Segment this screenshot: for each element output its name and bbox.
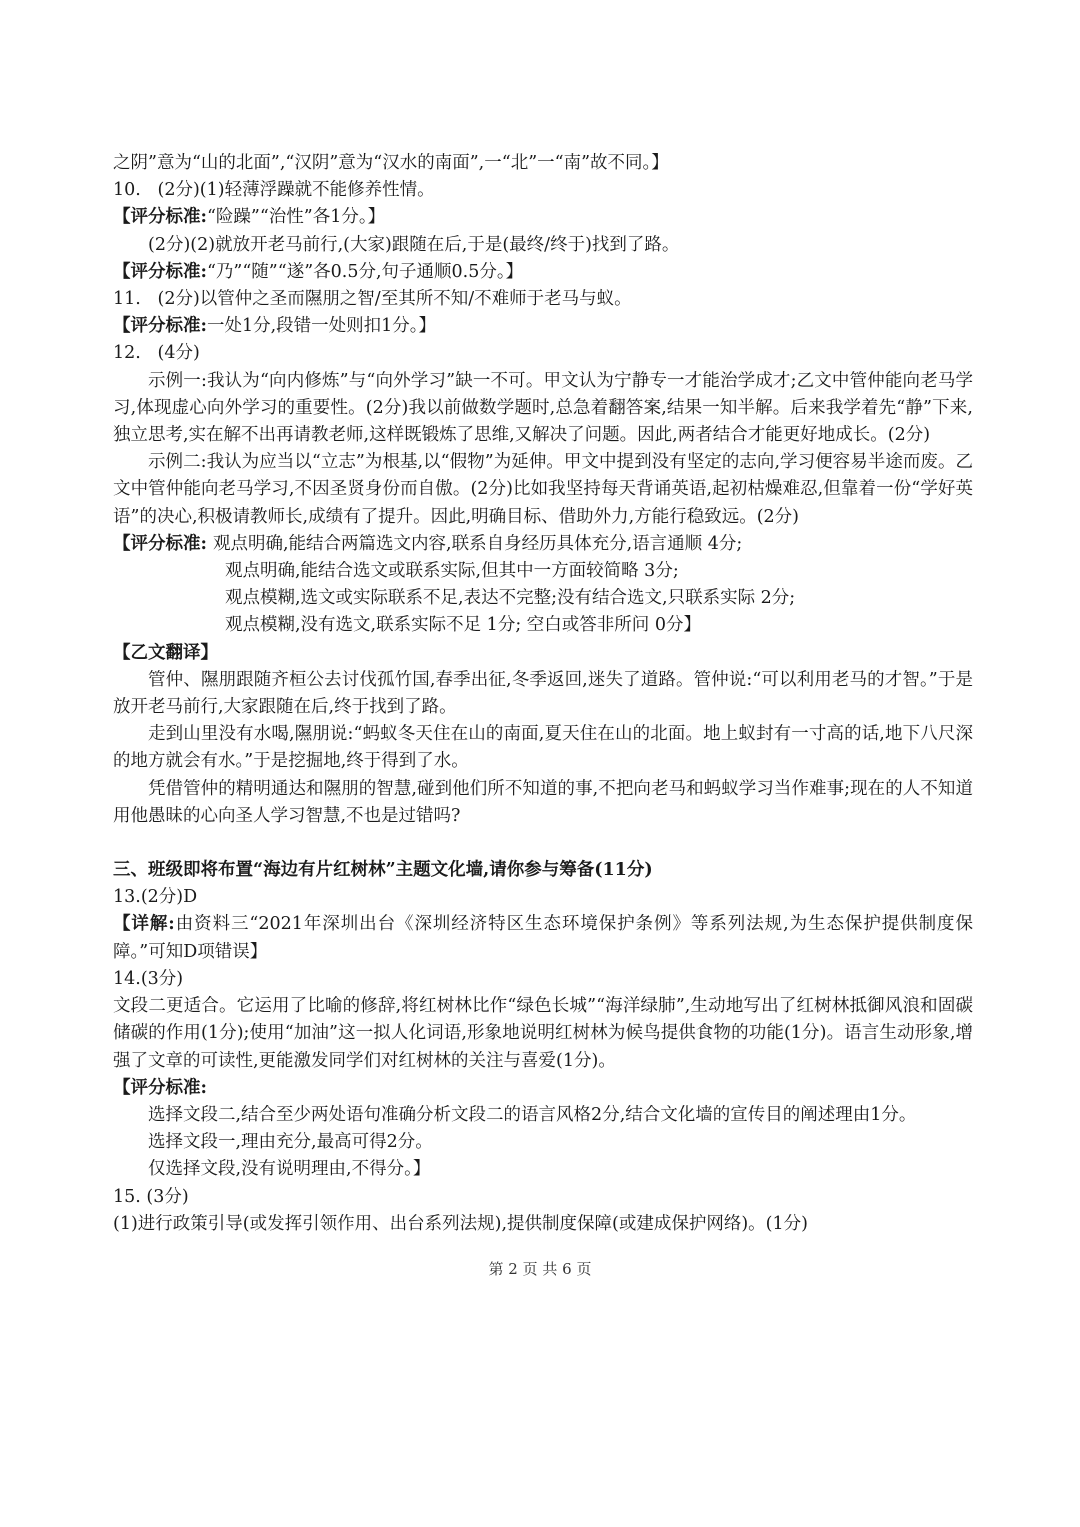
section-three-title: 三、班级即将布置“海边有片红树林”主题文化墙,请你参与筹备(11分) (113, 860, 653, 881)
scoring-label: 【评分标准: (113, 533, 207, 554)
translation-heading: 【乙文翻译】 (113, 642, 218, 663)
scoring-standard-11 (113, 313, 973, 340)
scoring-level-1: 观点模糊,没有选文,联系实际不足 1分; 空白或答非所问 0分】 (225, 615, 701, 636)
scoring-text: 一处1分,段错一处则扣1分。】 (206, 316, 437, 337)
question-10-part2: (2分)(2)就放开老马前行,(大家)跟随在后,于是(最终/终于)找到了路。 (148, 234, 680, 255)
question-10-part1: 10. (2分)(1)轻薄浮躁就不能修养性情。 (113, 180, 435, 201)
question-15-part1: (1)进行政策引导(或发挥引领作用、出台系列法规),提供制度保障(或建成保护网络)。(1分) (113, 1213, 808, 1234)
scoring-standard-12 (113, 531, 973, 558)
scoring-level-3: 观点明确,能结合选文或联系实际,但其中一方面较简略 3分; (225, 561, 679, 582)
text-line: 之阴”意为“山的北面”,“汉阴”意为“汉水的南面”,一“北”一“南”故不同。】 (113, 153, 669, 173)
scoring-standard-14-item-1: 选择文段二,结合至少两处语句准确分析文段二的语言风格2分,结合文化墙的宣传目的阐述理由1分。 (148, 1104, 917, 1125)
question-13: 13.(2分)D (113, 887, 198, 908)
scoring-text: “险躁”“治性”各1分。】 (206, 207, 386, 228)
scoring-standard-14-label: 【评分标准: (113, 1077, 207, 1098)
question-14-answer: 文段二更适合。它运用了比喻的修辞,将红树林比作“绿色长城”“海洋绿肺”,生动地写出了红树林抵御风浪和固碳储碳的作用(1分);使用“加油”这一拟人化词语,形象地说明红树林为候鸟提供食物的功能(1分)。语言生动形象,增强了文章的可读性,更能激发同学们对红树林的关注与喜爱(1分)。 (113, 996, 973, 1071)
scoring-level-2: 观点模糊,选文或实际联系不足,表达不完整;没有结合选文,只联系实际 2分; (225, 588, 796, 609)
translation-paragraph-3: 凭借管仲的精明通达和隰朋的智慧,碰到他们所不知道的事,不把向老马和蚂蚁学习当作难事;现在的人不知道用他愚昧的心向圣人学习智慧,不也是过错吗? (113, 778, 973, 826)
scoring-standard-14-item-2: 选择文段一,理由充分,最高可得2分。 (148, 1132, 433, 1153)
question-14: 14.(3分) (113, 968, 184, 989)
scoring-text: “乃”“随”“遂”各0.5分,句子通顺0.5分。】 (206, 261, 524, 282)
translation-paragraph-1: 管仲、隰朋跟随齐桓公去讨伐孤竹国,春季出征,冬季返回,迷失了道路。管仲说:“可以利用老马的才智。”于是放开老马前行,大家跟随在后,终于找到了路。 (113, 669, 973, 718)
example-one: 示例一:我认为“向内修炼”与“向外学习”缺一不可。甲文认为宁静专一才能治学成才;乙文中管仲能向老马学习,体现虚心向外学习的重要性。(2分)我以前做数学题时,总急着翻答案,结果一知半解。后来我学着先“静”下来,独立思考,实在解不出再请教老师,这样既锻炼了思维,又解决了问题。因此,两者结合才能更好地成长。(2分) (113, 370, 973, 446)
scoring-label: 【评分标准: (113, 261, 207, 282)
question-11: 11. (2分)以管仲之圣而隰朋之智/至其所不知/不难师于老马与蚁。 (113, 289, 632, 310)
scoring-standard-10-1 (113, 204, 973, 231)
page-number-footer: 第 2 页 共 6 页 (488, 1260, 592, 1278)
scoring-level-4: 观点明确,能结合两篇选文内容,联系自身经历具体充分,语言通顺 4分; (212, 533, 743, 554)
page-content (113, 150, 973, 1238)
scoring-standard-10-2 (113, 259, 973, 286)
scoring-label: 【评分标准: (113, 316, 207, 337)
question-13-detail (113, 911, 973, 965)
translation-paragraph-2: 走到山里没有水喝,隰朋说:“蚂蚁冬天住在山的南面,夏天住在山的北面。地上蚁封有一寸高的话,地下八尺深的地方就会有水。”于是挖掘地,终于得到了水。 (113, 724, 973, 772)
detail-text: 由资料三“2021年深圳出台《深圳经济特区生态环境保护条例》等系列法规,为生态保护提供制度保障。”可知D项错误】 (113, 914, 973, 962)
question-12: 12. (4分) (113, 343, 200, 364)
scoring-standard-14-item-3: 仅选择文段,没有说明理由,不得分。】 (148, 1159, 431, 1180)
scoring-label: 【评分标准: (113, 207, 207, 228)
detail-label: 【详解: (113, 914, 175, 935)
question-15: 15. (3分) (113, 1186, 189, 1207)
example-two: 示例二:我认为应当以“立志”为根基,以“假物”为延伸。甲文中提到没有坚定的志向,学习便容易半途而废。乙文中管仲能向老马学习,不因圣贤身份而自傲。(2分)比如我坚持每天背诵英语,起初枯燥难忍,但靠着一份“学好英语”的决心,积极请教师长,成绩有了提升。因此,明确目标、借助外力,方能行稳致远。(2分) (113, 452, 973, 527)
